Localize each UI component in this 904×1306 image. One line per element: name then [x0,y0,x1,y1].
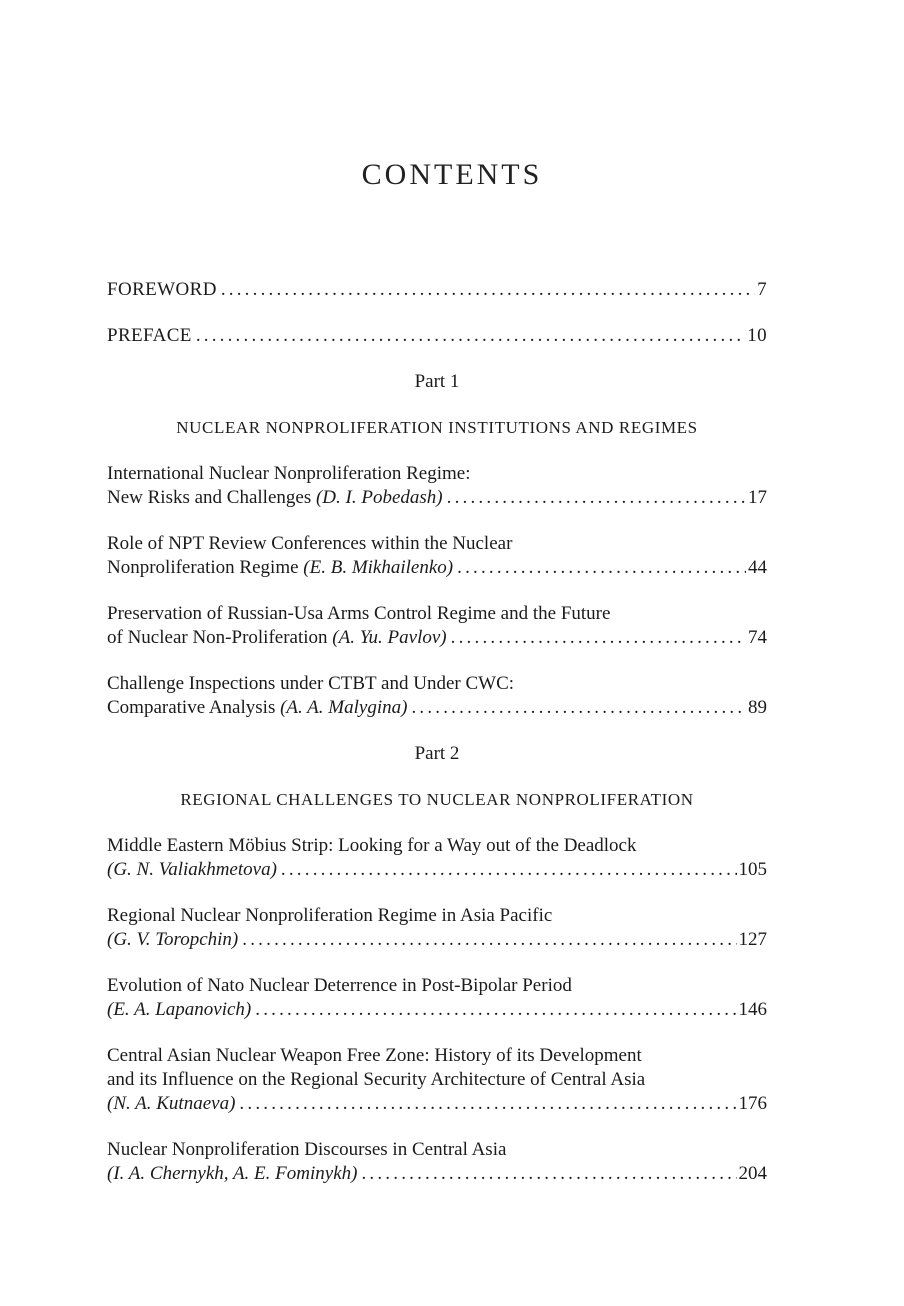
entry-last-line [107,858,767,882]
entry-title-line: Evolution of Nato Nuclear Deterrence in Post-Bipolar Period [107,975,572,996]
toc-content [107,278,767,1186]
dot-leader [196,324,745,348]
entry-last-line [107,696,767,720]
toc-entry [107,672,767,720]
toc-entry [107,602,767,650]
entry-title [107,486,443,510]
entry-last-line [107,556,767,580]
entry-last-line [107,486,767,510]
page-title: CONTENTS [361,158,543,191]
entry-last-line [107,1162,767,1186]
entry-title-line: Middle Eastern Möbius Strip: Looking for a Way out of the Deadlock [107,835,637,856]
dot-leader [411,696,746,720]
toc-entry [107,462,767,510]
entry-title-text: Nonproliferation Regime [107,557,304,578]
entry-title-line: Central Asian Nuclear Weapon Free Zone: History of its Development [107,1045,642,1066]
toc-entry-preface [107,324,767,348]
dot-leader [447,486,746,510]
entry-author: (A. A. Malygina) [280,697,408,718]
entry-title-line: Regional Nuclear Nonproliferation Regime in Asia Pacific [107,905,553,926]
entry-title-line: Role of NPT Review Conferences within the Nuclear [107,533,513,554]
entry-label: PREFACE [107,325,192,346]
page-number: 176 [738,1093,767,1114]
entry-title [107,928,238,952]
toc-entry [107,1044,767,1116]
entry-author: (E. B. Mikhailenko) [303,557,454,578]
entry-author: (N. A. Kutnaeva) [107,1093,236,1114]
part-heading: REGIONAL CHALLENGES TO NUCLEAR NONPROLIFERATION [180,790,694,809]
dot-leader [242,928,736,952]
dot-leader [255,998,736,1022]
toc-entry [107,834,767,882]
entry-author: (G. N. Valiakhmetova) [107,859,277,880]
entry-label: FOREWORD [107,279,217,300]
dot-leader [457,556,746,580]
entry-title [107,696,407,720]
entry-title-line: Nuclear Nonproliferation Discourses in Central Asia [107,1139,507,1160]
dot-leader [221,278,755,302]
part-label: Part 1 [414,371,460,392]
toc-entry [107,974,767,1022]
entry-author: (D. I. Pobedash) [315,487,443,508]
page-number: 127 [738,929,767,950]
entry-author: (A. Yu. Pavlov) [332,627,447,648]
entry-author: (E. A. Lapanovich) [107,999,252,1020]
entry-title [107,1162,357,1186]
page-number: 7 [757,279,767,300]
toc-entry [107,532,767,580]
page-number: 74 [748,627,767,648]
page-number: 89 [748,697,767,718]
toc-entry [107,904,767,952]
entry-title [107,858,277,882]
entry-title [107,1092,235,1116]
entry-last-line [107,928,767,952]
dot-leader [281,858,737,882]
page-number: 10 [747,325,767,346]
dot-leader [361,1162,736,1186]
page-number: 17 [748,487,767,508]
entry-last-line [107,626,767,650]
page-number: 204 [738,1163,767,1184]
entry-last-line [107,1092,767,1116]
toc-entry [107,1138,767,1186]
entry-title-text: of Nuclear Non-Proliferation [107,627,333,648]
dot-leader [451,626,746,650]
entry-author: (G. V. Toropchin) [107,929,239,950]
entry-last-line [107,998,767,1022]
dot-leader [239,1092,736,1116]
part-label: Part 2 [414,743,460,764]
toc-entry-foreword [107,278,767,302]
entry-title-line: Preservation of Russian-Usa Arms Control Regime and the Future [107,603,611,624]
entry-title [107,626,447,650]
page-number: 146 [738,999,767,1020]
entry-title-text: New Risks and Challenges [107,487,316,508]
part-heading: NUCLEAR NONPROLIFERATION INSTITUTIONS AND REGIMES [176,418,698,437]
entry-title [107,998,251,1022]
entry-title-line: and its Influence on the Regional Security Architecture of Central Asia [107,1069,646,1090]
entry-title-line: International Nuclear Nonproliferation Regime: [107,463,471,484]
entry-title [107,556,453,580]
page-number: 105 [738,859,767,880]
page-number: 44 [748,557,767,578]
entry-title-line: Challenge Inspections under CTBT and Under CWC: [107,673,515,694]
entry-title-text: Comparative Analysis [107,697,281,718]
entry-author: (I. A. Chernykh, A. E. Fominykh) [107,1163,358,1184]
